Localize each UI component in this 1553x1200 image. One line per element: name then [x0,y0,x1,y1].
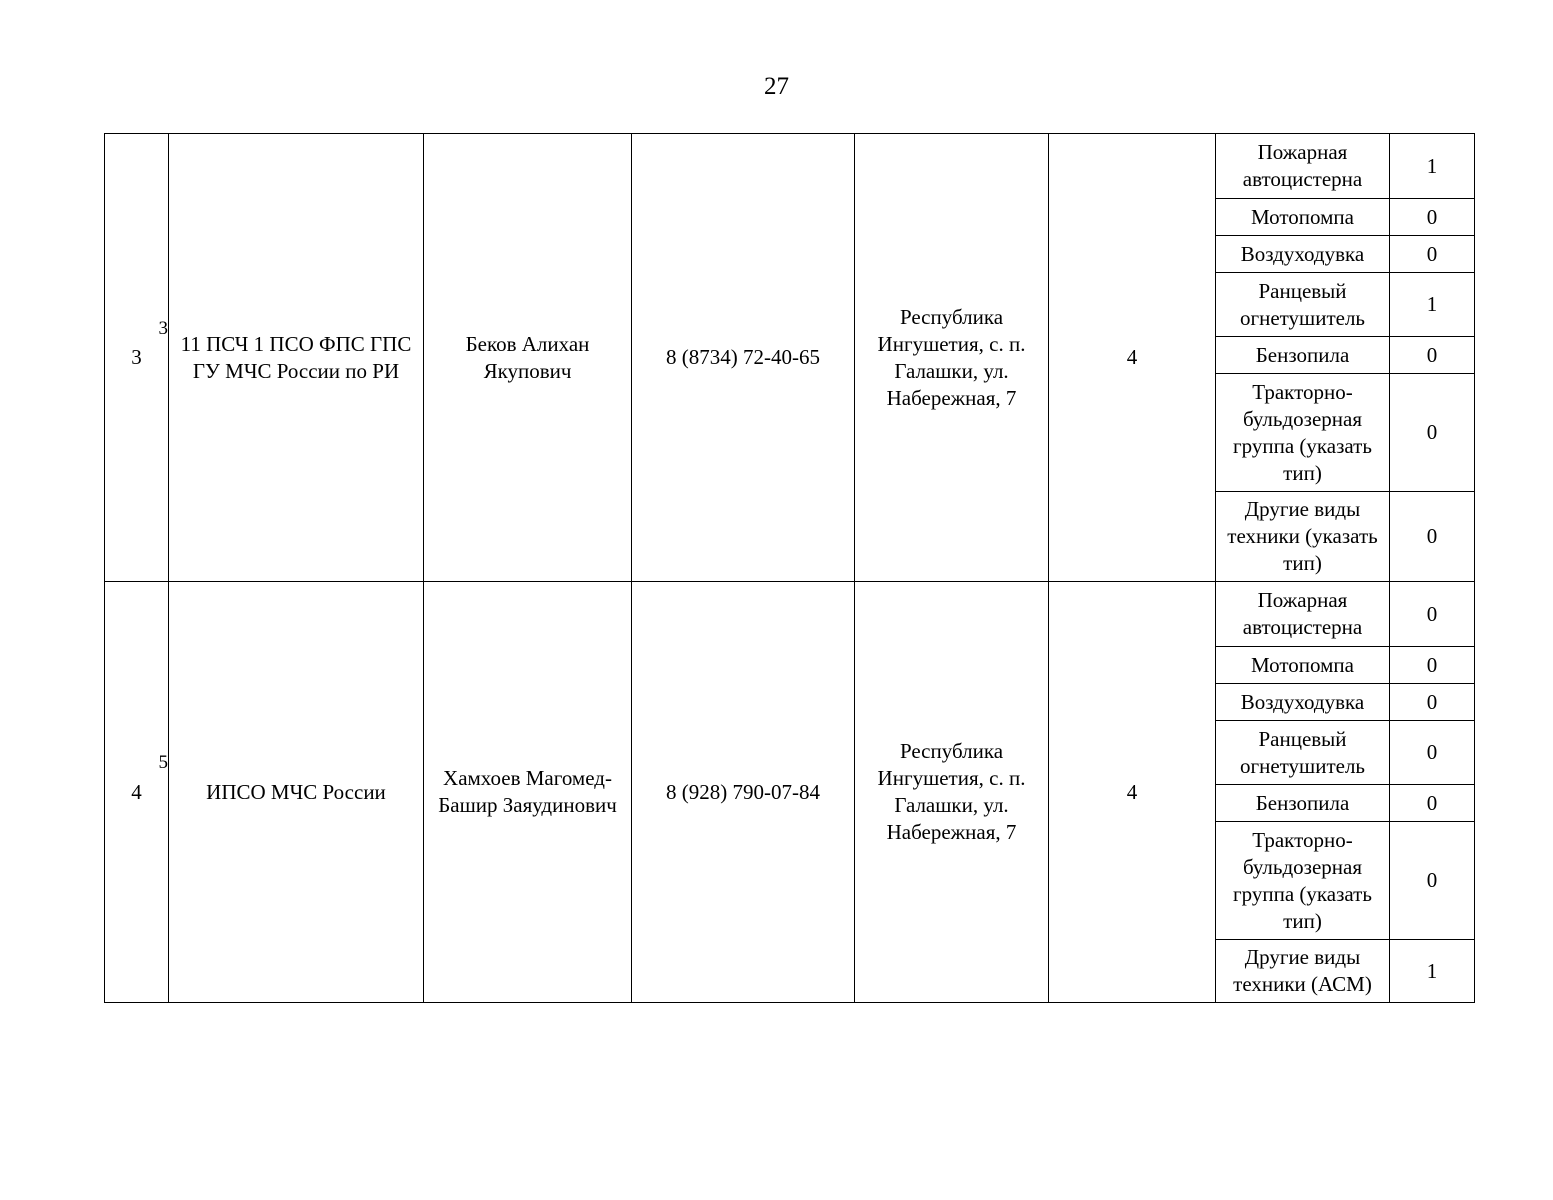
stray-number: 3 [158,317,168,339]
equipment-name: Пожарная автоцистерна [1216,582,1390,647]
phone-cell: 8 (8734) 72-40-65 [632,134,855,582]
phone-cell: 8 (928) 790-07-84 [632,582,855,1003]
organization-cell: 11 ПСЧ 1 ПСО ФПС ГПС ГУ МЧС России по РИ [169,134,424,582]
equipment-name: Бензопила [1216,785,1390,822]
equipment-qty: 0 [1390,785,1475,822]
count-cell: 4 [1049,134,1216,582]
organization-cell: ИПСО МЧС России [169,582,424,1003]
equipment-qty: 0 [1390,236,1475,273]
equipment-name: Другие виды техники (АСМ) [1216,940,1390,1003]
equipment-qty: 0 [1390,822,1475,940]
equipment-name: Ранцевый огнетушитель [1216,273,1390,337]
equipment-qty: 1 [1390,273,1475,337]
head-name-cell: Беков Алихан Якупович [424,134,632,582]
row-number: 3 3 [105,134,169,582]
equipment-qty: 0 [1390,721,1475,785]
equipment-name: Пожарная автоцистерна [1216,134,1390,199]
stray-number: 5 [158,752,168,773]
equipment-name: Другие виды техники (указать тип) [1216,492,1390,582]
equipment-name: Бензопила [1216,337,1390,374]
equipment-name: Ранцевый огнетушитель [1216,721,1390,785]
equipment-qty: 0 [1390,337,1475,374]
equipment-qty: 0 [1390,199,1475,236]
equipment-qty: 0 [1390,374,1475,492]
equipment-qty: 0 [1390,684,1475,721]
address-cell: Республика Ингушетия, с. п. Галашки, ул. Набережная, 7 [855,582,1049,1003]
table-row [105,582,1475,647]
equipment-table [104,133,1475,1003]
equipment-name: Воздуходувка [1216,684,1390,721]
equipment-qty: 0 [1390,647,1475,684]
page-number: 27 [764,73,789,100]
address-cell: Республика Ингушетия, с. п. Галашки, ул. Набережная, 7 [855,134,1049,582]
count-cell: 4 [1049,582,1216,1003]
equipment-qty: 0 [1390,582,1475,647]
equipment-name: Тракторно-бульдозерная группа (указать тип) [1216,822,1390,940]
equipment-qty: 1 [1390,134,1475,199]
equipment-qty: 1 [1390,940,1475,1003]
equipment-name: Мотопомпа [1216,647,1390,684]
equipment-name: Тракторно-бульдозерная группа (указать тип) [1216,374,1390,492]
equipment-name: Воздуходувка [1216,236,1390,273]
equipment-qty: 0 [1390,492,1475,582]
equipment-name: Мотопомпа [1216,199,1390,236]
head-name-cell: Хамхоев Магомед-Башир Заяудинович [424,582,632,1003]
table-row [105,134,1475,199]
row-number: 4 5 [105,582,169,1003]
